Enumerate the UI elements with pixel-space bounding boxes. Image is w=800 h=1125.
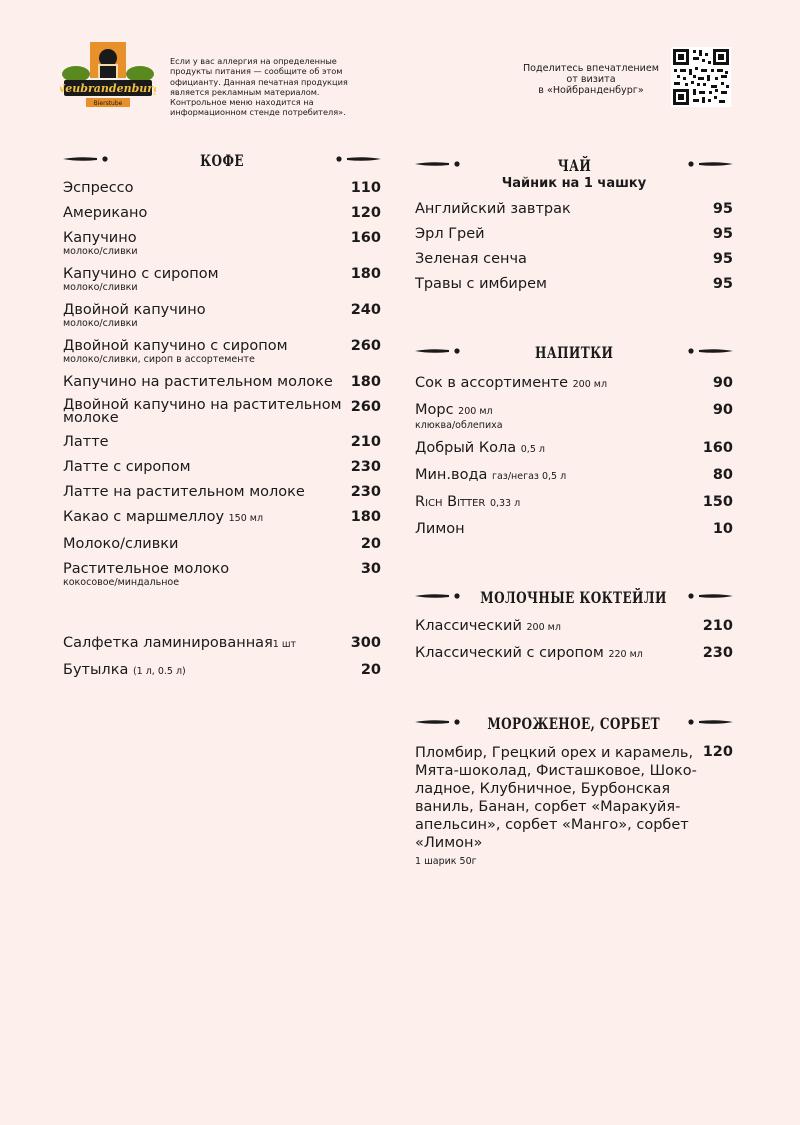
item-name: Салфетка ламинированная: [63, 635, 273, 651]
item-name: Латте: [63, 434, 109, 450]
menu-item: [415, 467, 733, 485]
item-name: Эрл Грей: [415, 226, 485, 242]
item-name: Капучино: [63, 230, 137, 246]
menu-item: [63, 662, 381, 680]
item-name: Мин.вода: [415, 467, 488, 483]
item-name: Капучино на растительном молоке: [63, 374, 333, 390]
item-name: Классический с сиропом: [415, 645, 604, 661]
menu-item: [415, 375, 733, 393]
logo-subtext: Bierstube: [93, 100, 123, 107]
item-price: 90: [712, 402, 733, 418]
ornament-right-icon: [685, 716, 733, 728]
menu-item: [63, 338, 381, 365]
item-volume: (1 л, 0.5 л): [132, 666, 186, 677]
menu-item: [415, 201, 733, 217]
menu-item: [63, 399, 381, 425]
shakes-section-header: [415, 582, 733, 612]
item-price: 95: [712, 276, 733, 292]
icecream-section-header: [415, 708, 733, 738]
item-price: 95: [712, 251, 733, 267]
item-price: 260: [350, 338, 381, 354]
icecream-portion: 1 шарик 50г: [415, 856, 477, 867]
menu-item: [63, 561, 381, 588]
tea-subtitle: Чайник на 1 чашку: [501, 176, 647, 191]
item-volume: 200 мл: [458, 406, 493, 417]
item-name: Латте с сиропом: [63, 459, 191, 475]
item-volume: 220 мл: [608, 649, 643, 660]
item-volume: 200 мл: [572, 379, 608, 390]
item-price: 240: [350, 302, 381, 318]
item-name: Капучино с сиропом: [63, 266, 219, 282]
item-name: Двойной капучино: [63, 302, 206, 318]
menu-item: [415, 440, 733, 458]
menu-item: [415, 276, 733, 292]
menu-item: [63, 180, 381, 196]
menu-item: [63, 205, 381, 221]
item-price: 210: [702, 618, 733, 634]
item-name: Зеленая сенча: [415, 251, 527, 267]
menu-item: [63, 266, 381, 293]
item-price: 80: [712, 467, 733, 483]
item-volume: 0,33 л: [489, 498, 521, 509]
item-price: 300: [350, 635, 381, 651]
left-column: [63, 145, 381, 689]
item-price: 260: [350, 399, 381, 415]
item-name: Растительное молоко: [63, 561, 230, 577]
share-line: от визита: [566, 74, 616, 85]
menu-item: [63, 434, 381, 450]
item-note: кокосовое/миндальное: [63, 577, 180, 588]
menu-item: [415, 645, 733, 663]
item-price: 180: [350, 266, 381, 282]
menu-item: [63, 459, 381, 475]
ornament-right-icon: [333, 153, 381, 165]
coffee-section-title: КОФЕ: [200, 150, 244, 170]
ornament-right-icon: [685, 158, 733, 170]
menu-item: [63, 509, 381, 527]
item-price: 160: [350, 230, 381, 246]
item-name: Латте на растительном молоке: [63, 484, 305, 500]
ornament-left-icon: [415, 590, 463, 602]
item-price: 20: [360, 662, 381, 678]
menu-item: [63, 302, 381, 329]
item-name: Американо: [63, 205, 148, 221]
menu-item: [63, 536, 381, 552]
item-note: молоко/сливки: [63, 282, 138, 293]
item-volume: 150 мл: [228, 513, 264, 524]
icecream-description: Пломбир, Грецкий орех и карамель, Мята-шоколад, Фисташковое, Шоко-ладное, Клубничное, Бурбонская ваниль, Банан, сорбет «Маракуйя-апельсин», сорбет «Манго», сорбет «Лимон»: [415, 745, 697, 851]
item-price: 95: [712, 201, 733, 217]
item-name: Бутылка: [63, 662, 129, 678]
item-price: 110: [350, 180, 381, 196]
menu-item: [415, 402, 733, 431]
menu-item: [63, 230, 381, 257]
brand-logo: [60, 40, 156, 114]
item-note: клюква/облепиха: [415, 420, 503, 431]
item-name: Rich Bitter: [415, 494, 486, 510]
share-line: в «Нойбранденбург»: [538, 85, 644, 96]
menu-item: [415, 226, 733, 242]
item-price: 90: [712, 375, 733, 391]
menu-item: [63, 635, 381, 653]
item-name: Эспрессо: [63, 180, 134, 196]
item-price: 230: [702, 645, 733, 661]
ornament-left-icon: [415, 345, 463, 357]
item-price: 160: [702, 440, 733, 456]
ornament-left-icon: [63, 153, 111, 165]
item-price: 230: [350, 484, 381, 500]
drinks-section-header: [415, 337, 733, 367]
item-name: Какао с маршмеллоу: [63, 509, 225, 525]
item-note: молоко/сливки: [63, 318, 138, 329]
item-price: 210: [350, 434, 381, 450]
menu-item: [63, 484, 381, 500]
share-line: Поделитесь впечатлением: [522, 63, 660, 74]
item-name: Классический: [415, 618, 522, 634]
menu-item: [415, 494, 733, 512]
item-price: 10: [712, 521, 733, 537]
ornament-left-icon: [415, 716, 463, 728]
menu-item: [63, 374, 381, 390]
right-column: [415, 150, 733, 876]
shakes-section-title: МОЛОЧНЫЕ КОКТЕЙЛИ: [480, 587, 668, 607]
item-name: Травы с имбирем: [415, 276, 547, 292]
item-price: 95: [712, 226, 733, 242]
menu-item: [415, 618, 733, 636]
ornament-right-icon: [685, 590, 733, 602]
item-name: Морс: [415, 402, 454, 418]
item-name: Молоко/сливки: [63, 536, 179, 552]
item-price: 230: [350, 459, 381, 475]
item-name: Лимон: [415, 521, 465, 537]
menu-item: [415, 744, 733, 867]
item-name: Сок в ассортименте: [415, 375, 569, 391]
tea-section-header: [415, 150, 733, 180]
icecream-section-title: МОРОЖЕНОЕ, СОРБЕТ: [487, 713, 661, 733]
share-feedback-text: [505, 63, 677, 96]
item-volume: 200 мл: [526, 622, 561, 633]
item-price: 150: [702, 494, 733, 510]
tea-section-title: ЧАЙ: [557, 155, 591, 175]
item-volume: газ/негаз 0,5 л: [491, 471, 567, 482]
logo-text: Neubrandenburg: [60, 82, 156, 95]
item-name: Двойной капучино с сиропом: [63, 338, 288, 354]
item-name: Английский завтрак: [415, 201, 571, 217]
coffee-section-header: [63, 145, 381, 175]
item-price: 180: [350, 374, 381, 390]
item-note: молоко/сливки: [63, 246, 138, 257]
item-price: 20: [360, 536, 381, 552]
ornament-left-icon: [415, 158, 463, 170]
item-price: 180: [350, 509, 381, 525]
qr-code[interactable]: [671, 47, 731, 107]
menu-item: [415, 251, 733, 267]
ornament-right-icon: [685, 345, 733, 357]
item-note: молоко/сливки, сироп в ассортементе: [63, 354, 255, 365]
item-price: 120: [702, 744, 733, 760]
item-name: Двойной капучино на растительном молоке: [63, 397, 342, 426]
menu-item: [415, 521, 733, 537]
item-volume: 0,5 л: [520, 444, 545, 455]
allergy-note: Если у вас аллергия на определенные продукты питания — сообщите об этом официанту. Данная печатная продукция является рекламным материалом. Контрольное меню находится на информационном стенде потребителя».: [170, 56, 348, 118]
item-price: 120: [350, 205, 381, 221]
item-volume: 1 шт: [272, 639, 297, 650]
item-price: 30: [360, 561, 381, 577]
drinks-section-title: НАПИТКИ: [534, 342, 614, 362]
item-name: Добрый Кола: [415, 440, 517, 456]
